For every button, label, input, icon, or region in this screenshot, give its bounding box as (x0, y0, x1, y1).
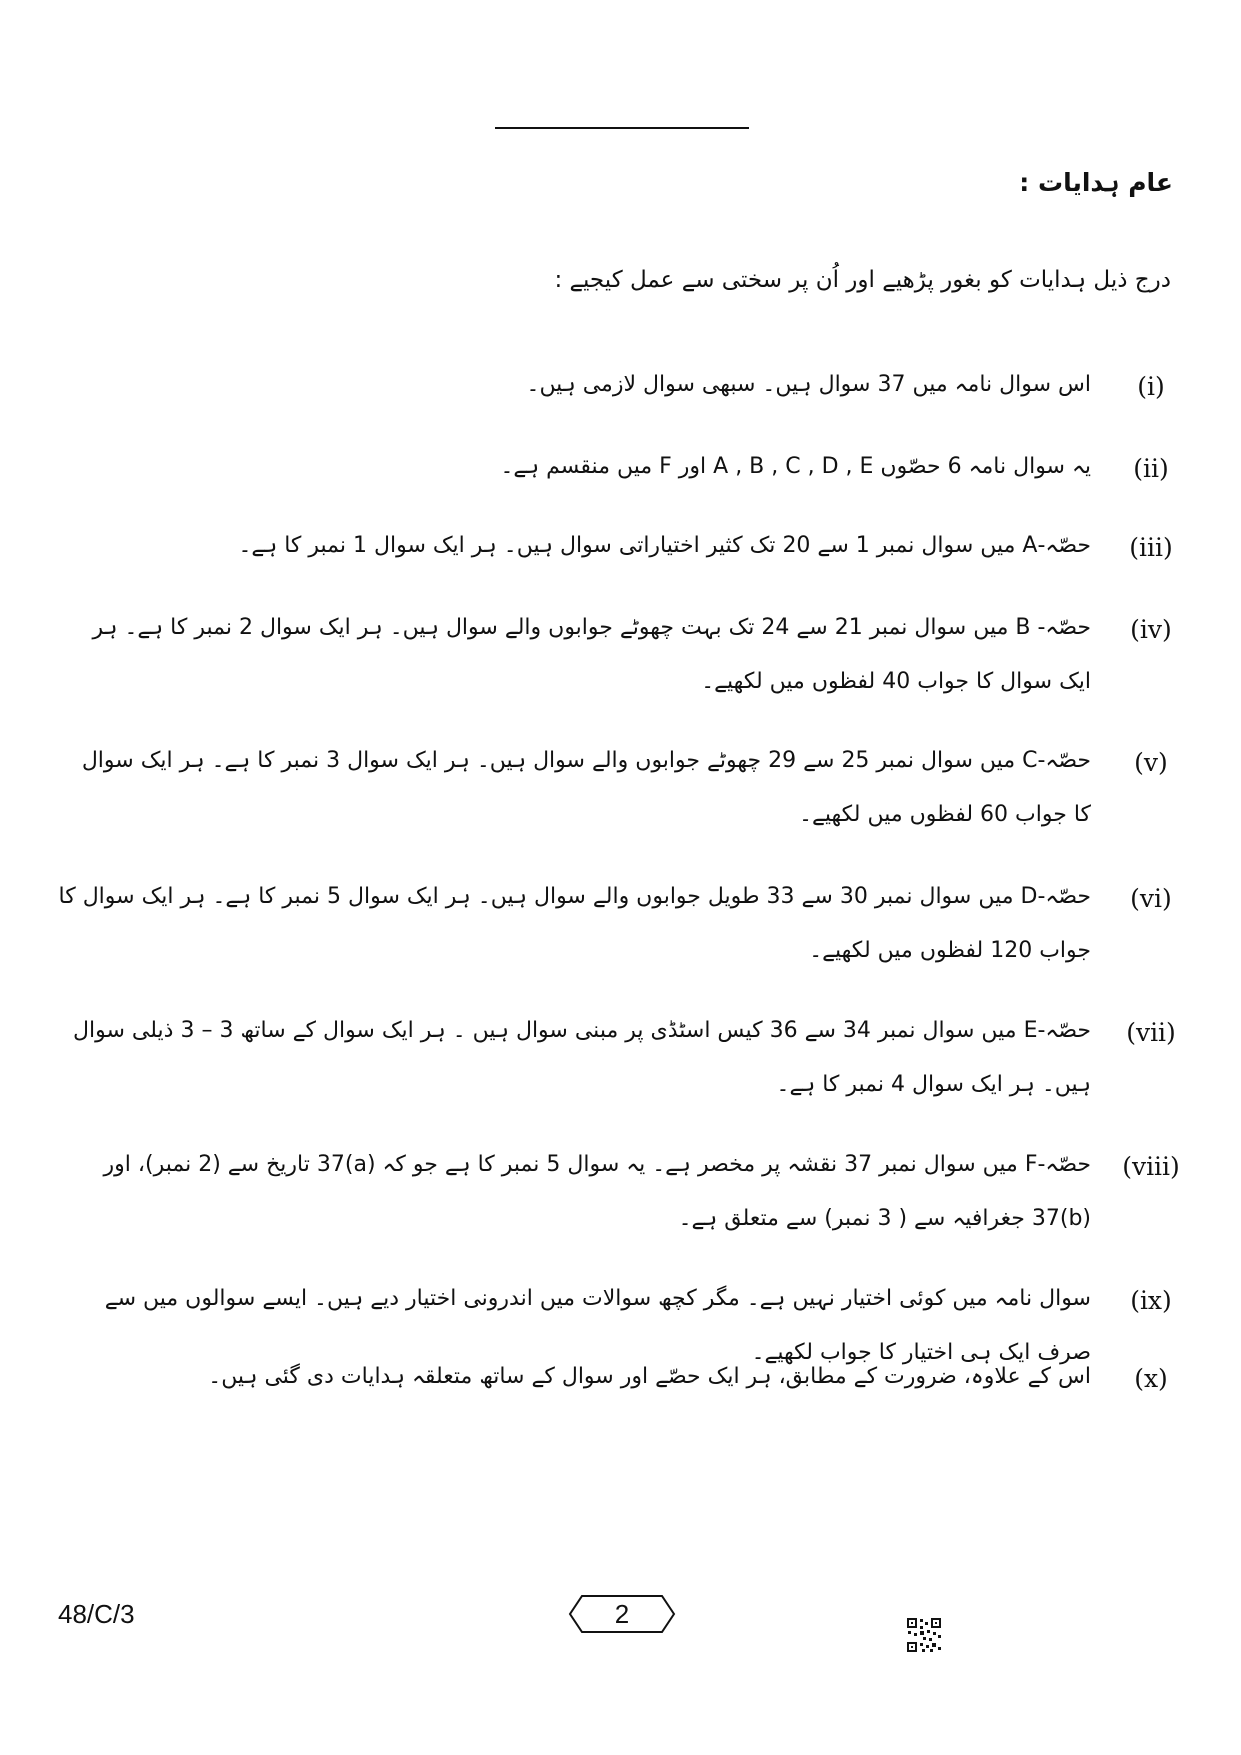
item-number: (x) (1134, 1364, 1168, 1393)
item-number: (ix) (1130, 1286, 1172, 1315)
item-text: حصّہ-A میں سوال نمبر 1 سے 20 تک کثیر اختیاراتی سوال ہیں۔ ہر ایک سوال 1 نمبر کا ہے۔ (238, 533, 1091, 558)
general-instructions-heading: عام ہدایات : (1019, 168, 1173, 197)
item-number: (vii) (1126, 1018, 1176, 1047)
item-text: سوال نامہ میں کوئی اختیار نہیں ہے۔ مگر کچھ سوالات میں اندرونی اختیار دیے ہیں۔ ایسے سوالوں میں سے صرف ایک ہی اختیار کا جواب لکھیے۔ (104, 1286, 1091, 1365)
item-text: حصّہ-C میں سوال نمبر 25 سے 29 چھوٹے جوابوں والے سوال ہیں۔ ہر ایک سوال 3 نمبر کا ہے۔ ہر ایک سوال کا جواب 60 لفظوں میں لکھیے۔ (81, 748, 1091, 827)
item-number: (iii) (1129, 533, 1173, 562)
paper-code: 48/C/3 (58, 1599, 135, 1629)
item-text: حصّہ-D میں سوال نمبر 30 سے 33 طویل جوابوں والے سوال ہیں۔ ہر ایک سوال 5 نمبر کا ہے۔ ہر ایک سوال کا جواب 120 لفظوں میں لکھیے۔ (58, 884, 1091, 963)
item-number: (v) (1134, 748, 1168, 777)
qr-code-icon (906, 1617, 942, 1653)
item-number: (iv) (1130, 615, 1172, 644)
item-text: حصّہ-F میں سوال نمبر 37 نقشہ پر مخصر ہے۔ یہ سوال 5 نمبر کا ہے جو کہ (a)37 تاریخ سے (2 نمبر)، اور (b)37 جغرافیہ سے ( 3 نمبر) سے متعلق ہے۔ (103, 1152, 1091, 1231)
item-number: (viii) (1122, 1152, 1180, 1181)
item-number: (vi) (1130, 884, 1172, 913)
intro-text: درج ذیل ہدایات کو بغور پڑھیے اور اُن پر سختی سے عمل کیجیے : (554, 267, 1171, 293)
item-text: یہ سوال نامہ 6 حصّوں A , B , C , D , E اور F میں منقسم ہے۔ (500, 454, 1091, 479)
page-number: 2 (614, 1599, 630, 1629)
item-number: (ii) (1133, 454, 1169, 483)
top-rule (495, 127, 749, 129)
item-text: حصّہ- B میں سوال نمبر 21 سے 24 تک بہت چھوٹے جوابوں والے سوال ہیں۔ ہر ایک سوال 2 نمبر کا ہے۔ ہر ایک سوال کا جواب 40 لفظوں میں لکھیے۔ (92, 615, 1091, 694)
item-text: اس کے علاوہ، ضرورت کے مطابق، ہر ایک حصّے اور سوال کے ساتھ متعلقہ ہدایات دی گئی ہیں۔ (208, 1364, 1091, 1389)
item-text: حصّہ-E میں سوال نمبر 34 سے 36 کیس اسٹڈی پر مبنی سوال ہیں ۔ ہر ایک سوال کے ساتھ 3 – 3 ذیلی سوال ہیں۔ ہر ایک سوال 4 نمبر کا ہے۔ (73, 1018, 1091, 1097)
item-text: اس سوال نامہ میں 37 سوال ہیں۔ سبھی سوال لازمی ہیں۔ (526, 372, 1091, 397)
item-number: (i) (1137, 372, 1165, 401)
page-number-badge (568, 1594, 676, 1634)
